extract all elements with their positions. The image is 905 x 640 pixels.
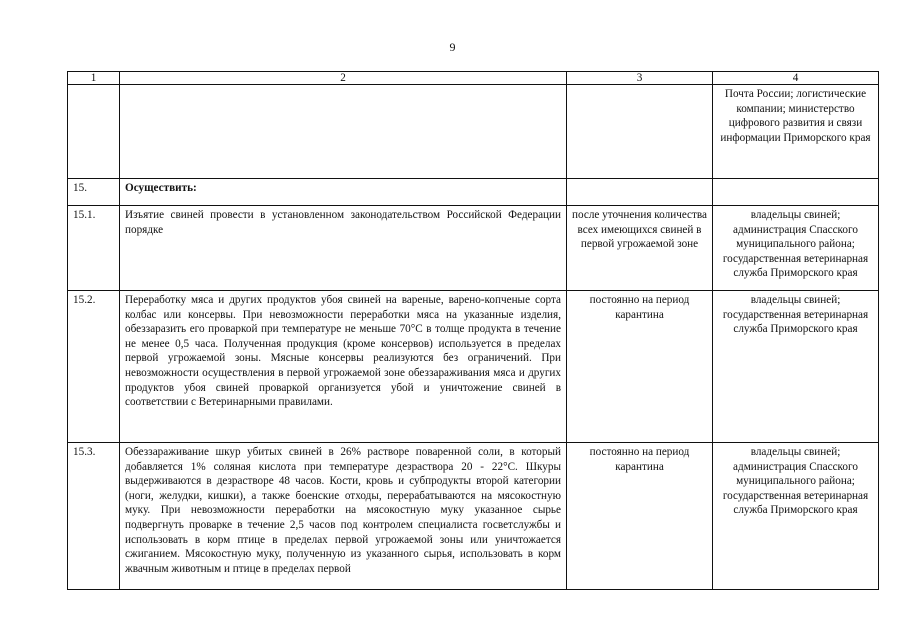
table-row	[68, 179, 879, 206]
header-col-2: 2	[120, 72, 567, 85]
measures-table	[67, 71, 879, 590]
row-responsible: владельцы свиней; государственная ветеринарная служба Приморского края	[713, 291, 879, 443]
header-col-3: 3	[567, 72, 713, 85]
row-action: Обеззараживание шкур убитых свиней в 26% растворе поваренной соли, в который добавляется 1% соляная кислота при температуре дезраствора 20 - 22°С. Шкуры выдерживаются в дезрастворе 48 часов. Кости, кровь и субпродукты второй категории (ноги, желудки, кишки), а также боенские отходы, перерабатываются на мясокостную муку. При невозможности переработки на мясокостную муку указанное сырье подвергнуть проварке в течение 2,5 часов под контролем специалиста госветслужбы и использовать в корм птице в пределах первой угрожаемой зоны или уничтожается сжиганием. Мясокостную муку, полученную из указанного сырья, использовать в корм жвачным животным и птице в пределах первой	[120, 443, 567, 590]
table-row	[68, 206, 879, 291]
row-timing	[567, 85, 713, 179]
table-row	[68, 443, 879, 590]
table-row	[68, 85, 879, 179]
row-timing: постоянно на период карантина	[567, 443, 713, 590]
row-action	[120, 85, 567, 179]
row-responsible: владельцы свиней; администрация Спасского муниципального района; государственная ветеринарная служба Приморского края	[713, 443, 879, 590]
row-action: Переработку мяса и других продуктов убоя свиней на вареные, варено-копченые сорта колбас или консервы. При невозможности переработки мяса на указанные изделия, обеззаразить его проваркой при температуре не меньше 70°С в толще продукта в течение не менее 0,5 часа. Полученная продукция (кроме консервов) используется в пределах первой угрожаемой зоны. Мясные консервы реализуются без ограничений. При невозможности осуществления в первой угрожаемой зоне обеззараживания мяса и других продуктов убоя свиней проваркой организуется убой и уничтожение свиней в соответствии с Ветеринарными правилами.	[120, 291, 567, 443]
table-row	[68, 291, 879, 443]
row-action: Изъятие свиней провести в установленном законодательством Российской Федерации порядке	[120, 206, 567, 291]
row-timing	[567, 179, 713, 206]
row-number: 15.	[68, 179, 120, 206]
row-responsible: Почта России; логистические компании; министерство цифрового развития и связи информации Приморского края	[713, 85, 879, 179]
row-responsible	[713, 179, 879, 206]
header-col-4: 4	[713, 72, 879, 85]
row-number: 15.2.	[68, 291, 120, 443]
row-number	[68, 85, 120, 179]
row-timing: постоянно на период карантина	[567, 291, 713, 443]
header-col-1: 1	[68, 72, 120, 85]
row-number: 15.3.	[68, 443, 120, 590]
row-timing: после уточнения количества всех имеющихся свиней в первой угрожаемой зоне	[567, 206, 713, 291]
row-action: Осуществить:	[120, 179, 567, 206]
page-number: 9	[449, 40, 456, 54]
row-number: 15.1.	[68, 206, 120, 291]
row-responsible: владельцы свиней; администрация Спасского муниципального района; государственная ветеринарная служба Приморского края	[713, 206, 879, 291]
table-header-row	[68, 72, 879, 85]
